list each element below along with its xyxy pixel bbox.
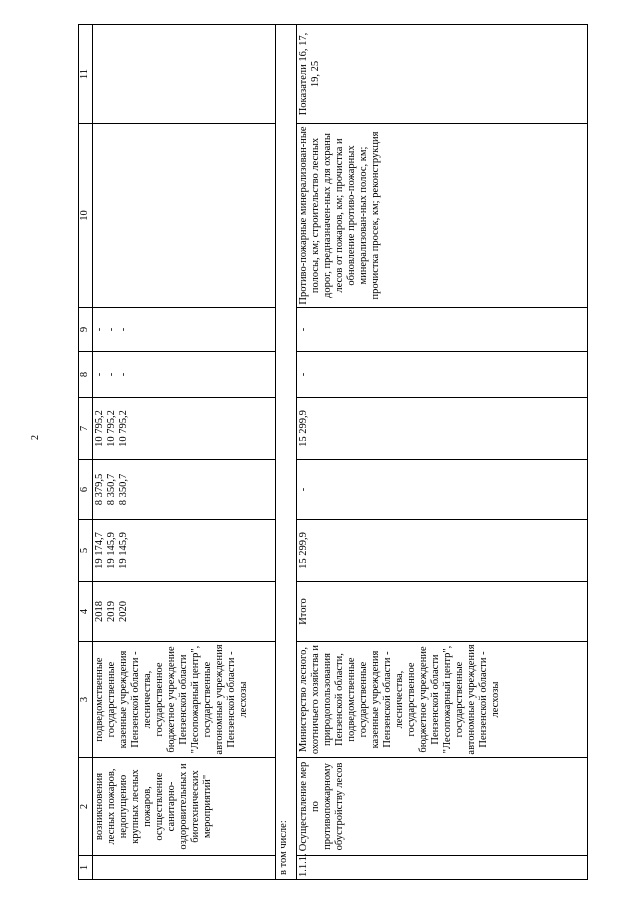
- col10-cell: [93, 124, 276, 308]
- col7-cell: [93, 398, 276, 460]
- year: 2018: [94, 601, 105, 622]
- table-row: [93, 25, 276, 880]
- header-cell: 2: [79, 758, 93, 856]
- activity-title: Осуществление мер по противопожарному обустройству лесов: [297, 758, 588, 856]
- value: -: [94, 372, 105, 377]
- value: 10 795,2: [118, 410, 129, 447]
- value: -: [106, 327, 117, 332]
- header-cell: 5: [79, 520, 93, 582]
- rotated-table-wrapper: [78, 25, 588, 880]
- value: 8 350,7: [118, 473, 129, 506]
- col10-cell: Противо-пожарные минерализован-ные полосы, км; строительство лесных дорог, предназначен-ных для охраны лесов от пожаров, км; прочистка и обновление противо-пожарных минерализован-ных полос, км; прочистка просек, км; реконструкция: [297, 124, 588, 308]
- value: 8 350,7: [106, 473, 117, 506]
- value: 19 145,9: [118, 532, 129, 569]
- value: -: [118, 327, 129, 332]
- total-label: Итого: [297, 582, 588, 642]
- header-cell: 6: [79, 460, 93, 520]
- year: 2020: [118, 601, 129, 622]
- activity-title: возникновения лесных пожаров, недопущению крупных лесных пожаров, осуществление санитарно-оздоровительных и биотехнических мероприятий": [93, 758, 276, 856]
- row-number: [93, 856, 276, 880]
- page-number: 2: [30, 435, 41, 440]
- years-cell: [93, 582, 276, 642]
- header-row: [79, 25, 93, 880]
- header-cell: 10: [79, 124, 93, 308]
- col6-cell: -: [297, 460, 588, 520]
- value: 10 795,2: [94, 410, 105, 447]
- col8-cell: [93, 352, 276, 398]
- col5-cell: 15 299,9: [297, 520, 588, 582]
- value: 19 145,9: [106, 532, 117, 569]
- year: 2019: [106, 601, 117, 622]
- header-cell: 4: [79, 582, 93, 642]
- col5-cell: [93, 520, 276, 582]
- value: -: [106, 372, 117, 377]
- header-cell: 3: [79, 642, 93, 758]
- col7-cell: 15 299,9: [297, 398, 588, 460]
- col9-cell: -: [297, 308, 588, 352]
- value: 8 379,5: [94, 473, 105, 506]
- col11-cell: Показатели 16, 17, 19, 25: [297, 25, 588, 124]
- in-that-label: в том числе:: [276, 25, 297, 880]
- header-cell: 7: [79, 398, 93, 460]
- header-cell: 11: [79, 25, 93, 124]
- header-cell: 9: [79, 308, 93, 352]
- executor: Министерство лесного, охотничьего хозяйства и природопользования Пензенской области, подведомственные государственные казенные учреждения Пензенской области - лесничества, государственное бюджетное учреждение Пензенской области "Лесопожарный центр", государственные автономные учреждения Пензенской области - лесхозы: [297, 642, 588, 758]
- col8-cell: -: [297, 352, 588, 398]
- table-row: [297, 25, 588, 880]
- row-number: 1.1.1.: [297, 856, 588, 880]
- header-cell: 1: [79, 856, 93, 880]
- col9-cell: [93, 308, 276, 352]
- header-cell: 8: [79, 352, 93, 398]
- value: -: [94, 327, 105, 332]
- subheading-row: [276, 25, 297, 880]
- program-table: [78, 24, 588, 880]
- col11-cell: [93, 25, 276, 124]
- col6-cell: [93, 460, 276, 520]
- value: -: [118, 372, 129, 377]
- value: 19 174,7: [94, 532, 105, 569]
- value: 10 795,2: [106, 410, 117, 447]
- executor: подведомственные государственные казенные учреждения Пензенской области - лесничества, государственное бюджетное учреждение Пензенской области "Лесопожарный центр", государственные автономные учреждения Пензенской области - лесхозы: [93, 642, 276, 758]
